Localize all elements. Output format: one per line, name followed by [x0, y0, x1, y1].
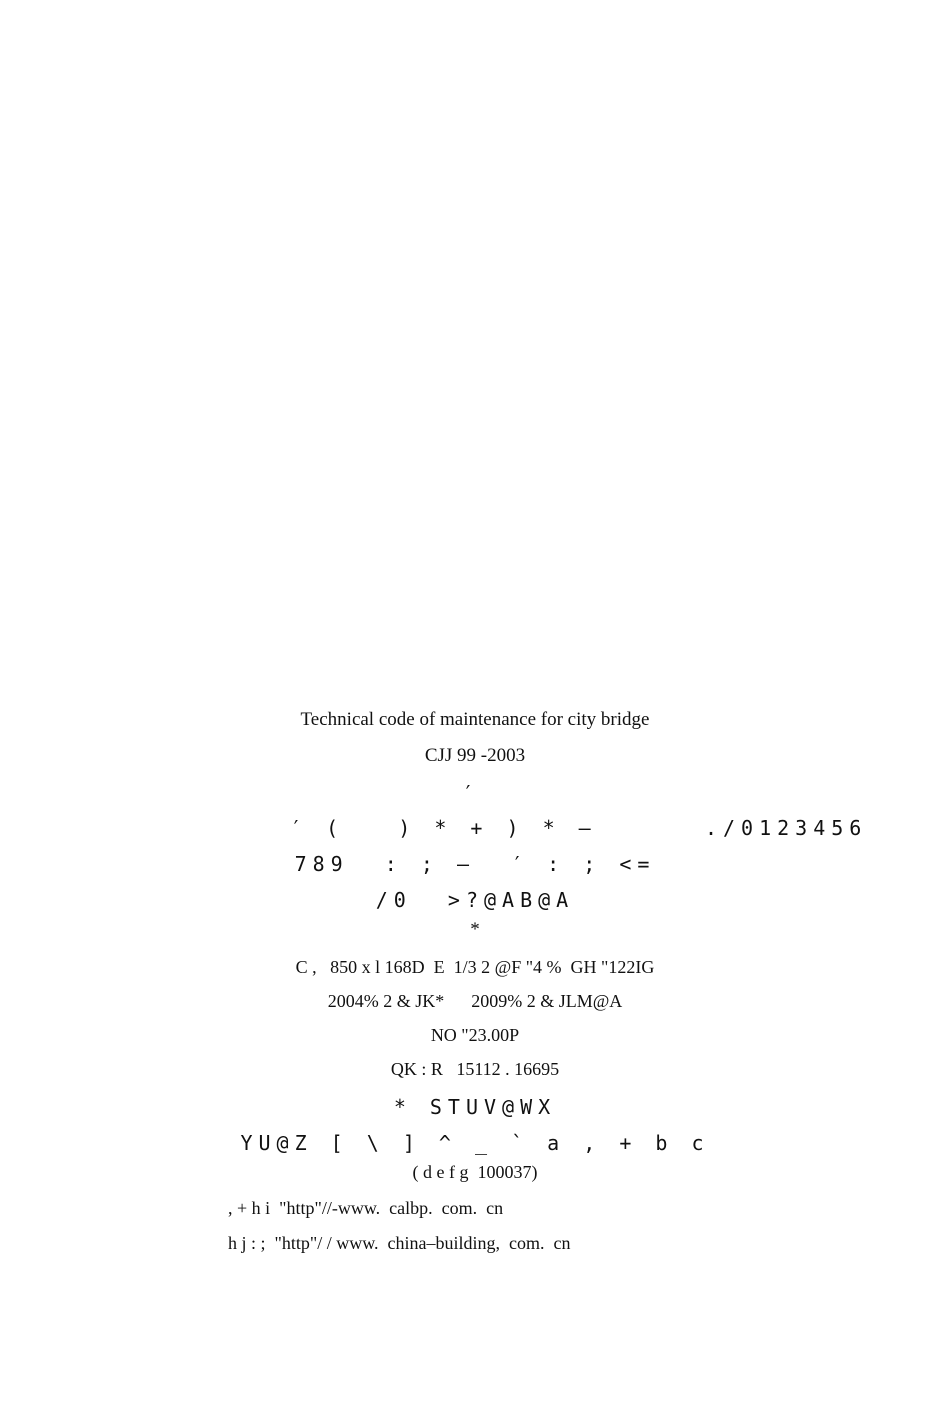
web-line-2: h j : ; "http"/ / www. china–building, com. cn — [228, 1233, 571, 1253]
english-title: Technical code of maintenance for city bridge — [300, 709, 650, 730]
garbled-line-4: * STUV@WX — [393, 1095, 557, 1119]
garbled-line-1: ′ ( ) * + ) * — ./0123456 — [290, 816, 868, 840]
garbled-line-3: /0 >?@AB@A — [375, 888, 575, 912]
postal-line: ( d e f g 100037) — [412, 1162, 538, 1182]
garbled-line-2: 789 : ; — ′ : ; <= — [294, 852, 656, 876]
web-line-1: , + h i "http"//-www. calbp. com. cn — [228, 1198, 504, 1218]
garbled-line-5: YU@Z [ \ ] ^ _ ` a , + b c — [240, 1131, 710, 1155]
garbled-mark: ′ — [462, 781, 481, 805]
format-line: C , 850 x l 168D E 1/3 2 @F "4 % GH "122IG — [295, 957, 655, 977]
asterisk-mark: * — [470, 919, 480, 940]
print-line: 2004% 2 & JK* 2009% 2 & JLM@A — [327, 991, 623, 1011]
price-line: NO "23.00P — [430, 1025, 520, 1045]
serial-line: QK : R 15112 . 16695 — [390, 1059, 560, 1079]
code-number: CJJ 99 -2003 — [424, 745, 526, 766]
